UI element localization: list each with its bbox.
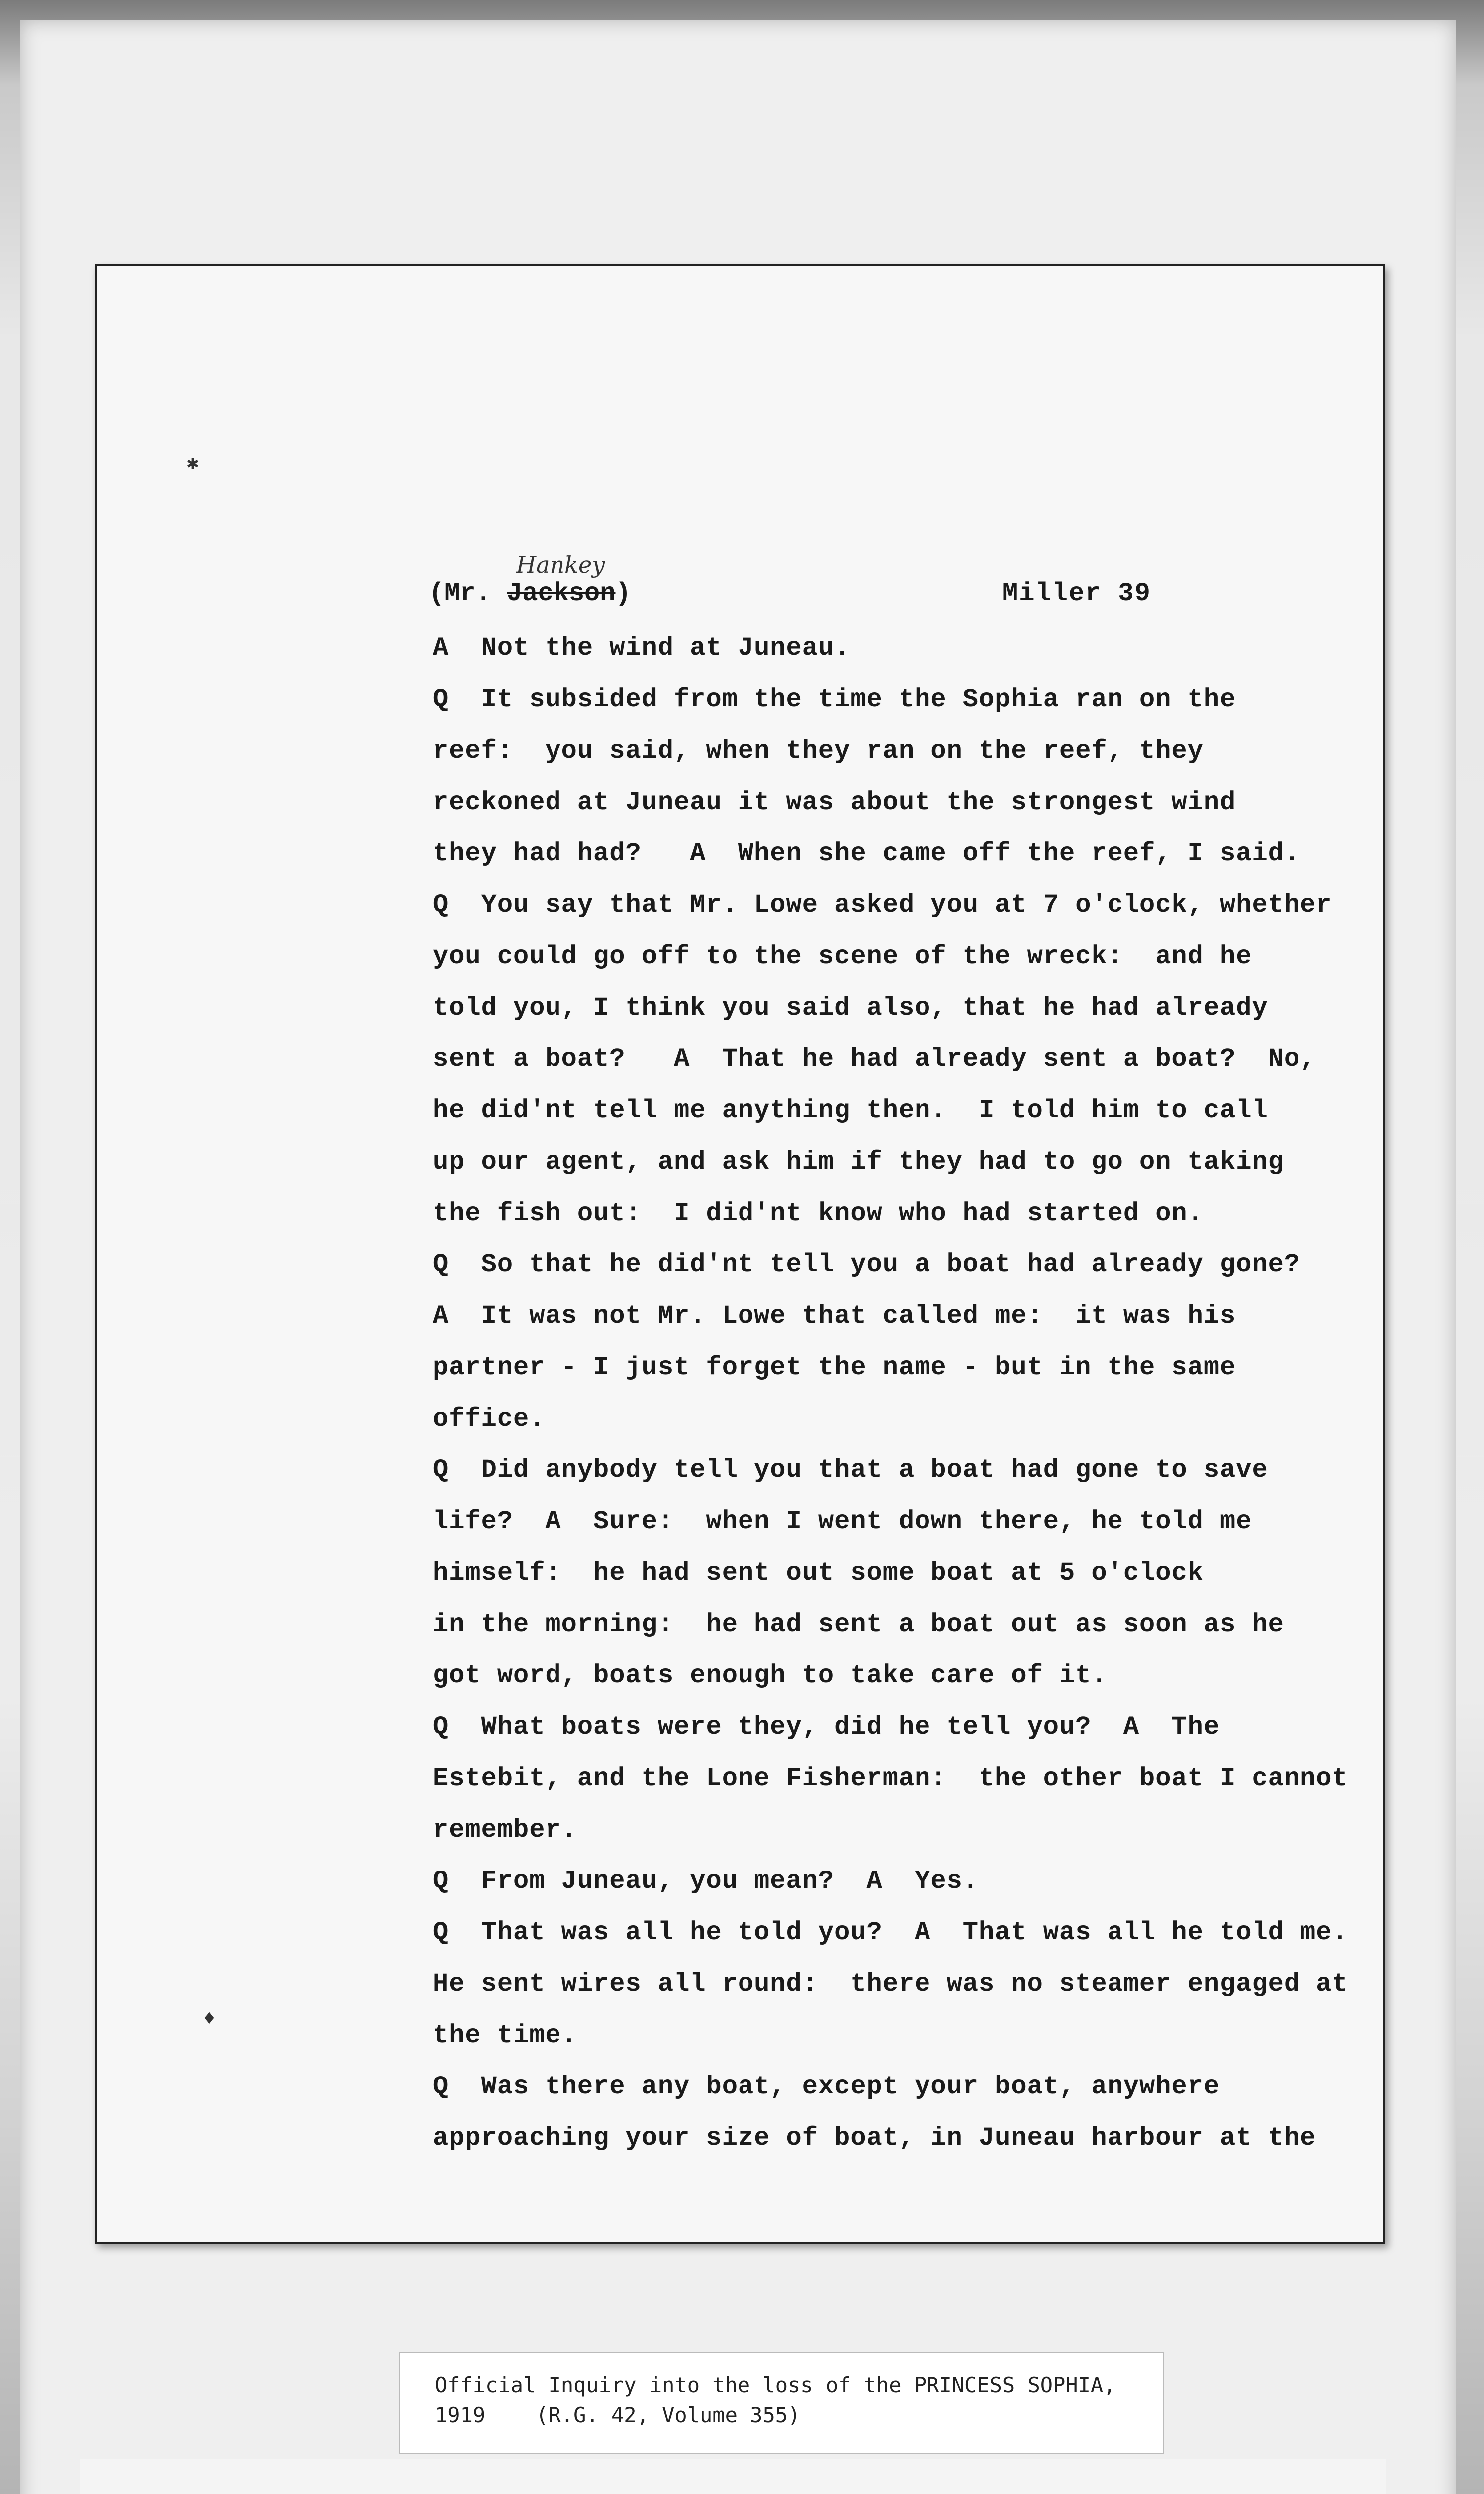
- transcript-line: told you, I think you said also, that he had already: [433, 993, 1268, 1023]
- caption-line-2: 1919 (R.G. 42, Volume 355): [435, 2403, 801, 2427]
- transcript-line: approaching your size of boat, in Juneau harbour at the: [433, 2123, 1316, 2153]
- transcript-line: they had had? A When she came off the reef, I said.: [433, 839, 1300, 868]
- archives-banner: [80, 2459, 1386, 2494]
- transcript-line: partner - I just forget the name - but in the same: [433, 1353, 1236, 1382]
- transcript-line: Q From Juneau, you mean? A Yes.: [433, 1867, 979, 1896]
- transcript-line: you could go off to the scene of the wreck: and he: [433, 942, 1252, 971]
- transcript-line: reef: you said, when they ran on the reef, they: [433, 736, 1204, 766]
- transcript-line: Q That was all he told you? A That was all he told me.: [433, 1918, 1348, 1947]
- transcript-line: A It was not Mr. Lowe that called me: it was his: [433, 1301, 1236, 1331]
- caption-card: [399, 2352, 1164, 2454]
- transcript-line: office.: [433, 1404, 546, 1434]
- transcript-line: reckoned at Juneau it was about the strongest wind: [433, 788, 1236, 817]
- speaker-header: [429, 579, 631, 608]
- witness-page-number: Miller 39: [1002, 579, 1151, 608]
- transcript-line: himself: he had sent out some boat at 5 o'clock: [433, 1558, 1204, 1588]
- transcript-line: the fish out: I did'nt know who had started on.: [433, 1199, 1204, 1228]
- transcript-line: Q You say that Mr. Lowe asked you at 7 o'clock, whether: [433, 890, 1332, 920]
- speaker-suffix: ): [615, 579, 631, 608]
- transcript-line: Q Was there any boat, except your boat, anywhere: [433, 2072, 1220, 2101]
- transcript-line: sent a boat? A That he had already sent a boat? No,: [433, 1044, 1316, 1074]
- transcript-line: Q So that he did'nt tell you a boat had already gone?: [433, 1250, 1300, 1279]
- transcript-line: he did'nt tell me anything then. I told him to call: [433, 1096, 1268, 1125]
- transcript-line: He sent wires all round: there was no steamer engaged at: [433, 1969, 1348, 1999]
- transcript-line: Q Did anybody tell you that a boat had gone to save: [433, 1455, 1268, 1485]
- transcript-line: Q It subsided from the time the Sophia ran on the: [433, 685, 1236, 714]
- transcript-line: got word, boats enough to take care of it.: [433, 1661, 1108, 1690]
- transcript-line: life? A Sure: when I went down there, he told me: [433, 1507, 1252, 1536]
- transcript-line: in the morning: he had sent a boat out as soon as he: [433, 1610, 1284, 1639]
- caption-line-1: Official Inquiry into the loss of the PRINCESS SOPHIA,: [435, 2373, 1116, 2397]
- handwritten-correction: Hankey: [516, 551, 605, 578]
- struck-speaker-name: Jackson: [507, 579, 616, 608]
- transcript-line: Estebit, and the Lone Fisherman: the other boat I cannot: [433, 1764, 1348, 1793]
- transcript-line: remember.: [433, 1815, 577, 1845]
- punch-mark: ✱: [187, 453, 199, 476]
- speaker-prefix: (Mr.: [429, 579, 507, 608]
- transcript-line: A Not the wind at Juneau.: [433, 633, 851, 663]
- transcript-line: the time.: [433, 2021, 577, 2050]
- transcript-line: Q What boats were they, did he tell you? A The: [433, 1712, 1220, 1742]
- punch-mark: ♦: [203, 2008, 216, 2030]
- transcript-line: up our agent, and ask him if they had to go on taking: [433, 1147, 1284, 1177]
